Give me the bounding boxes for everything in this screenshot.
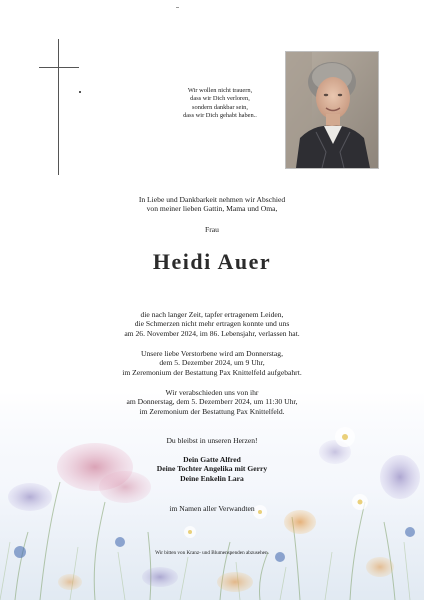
viewing-notice — [62, 349, 362, 377]
family-member: Deine Enkelin Lara — [180, 473, 244, 483]
family-list — [62, 455, 362, 483]
family-member: Deine Tochter Angelika mit Gerry — [156, 464, 268, 474]
intro-line: In Liebe und Dankbarkeit nehmen wir Abschied — [138, 195, 286, 204]
portrait-photo — [285, 51, 379, 169]
intro-text — [62, 195, 362, 214]
poem-line: dass wir Dich gehabt haben.. — [183, 112, 257, 120]
family-member: Dein Gatte Alfred — [183, 455, 241, 464]
salutation-text: Frau — [205, 225, 219, 234]
death-notice-line: die nach langer Zeit, tapfer ertragenem Leiden, — [140, 310, 284, 319]
farewell-line: Wir verabschieden uns von ihr — [165, 388, 259, 397]
deceased-name: Heidi Auer — [152, 249, 272, 274]
closing-text: Du bleibst in unseren Herzen! — [166, 436, 258, 445]
poem-line: sondern dankbar sein, — [192, 103, 248, 111]
relatives-line — [62, 504, 362, 513]
footer-note: Wir bitten von Kranz- und Blumenspenden abzusehen. — [155, 550, 269, 556]
death-notice-line: die Schmerzen nicht mehr ertragen konnte und uns — [134, 319, 290, 329]
flower-meadow-decoration — [0, 392, 424, 600]
intro-line: von meiner lieben Gattin, Mama und Oma, — [146, 204, 278, 214]
closing-line — [62, 436, 362, 445]
salutation — [62, 225, 362, 234]
death-notice — [62, 310, 362, 338]
poem-line: dass wir Dich verloren, — [190, 95, 250, 103]
death-notice-line: am 26. November 2024, im 86. Lebensjahr, verlassen hat. — [124, 328, 300, 338]
top-mark — [176, 7, 179, 8]
relatives-text: im Namen aller Verwandten — [169, 504, 255, 513]
farewell-line: am Donnerstag, dem 5. Dezemberr 2024, um 11:30 Uhr, — [126, 397, 298, 407]
poem — [160, 87, 280, 121]
viewing-line: im Zeremonium der Bestattung Pax Knittelfeld aufgebahrt. — [122, 367, 302, 377]
viewing-line: dem 5. Dezember 2024, um 9 Uhr, — [159, 358, 265, 368]
farewell-notice — [62, 388, 362, 416]
viewing-line: Unsere liebe Verstorbene wird am Donnerstag, — [141, 349, 283, 358]
poem-line: Wir wollen nicht trauern, — [187, 87, 253, 94]
farewell-line: im Zeremonium der Bestattung Pax Knittelfeld. — [139, 406, 285, 416]
